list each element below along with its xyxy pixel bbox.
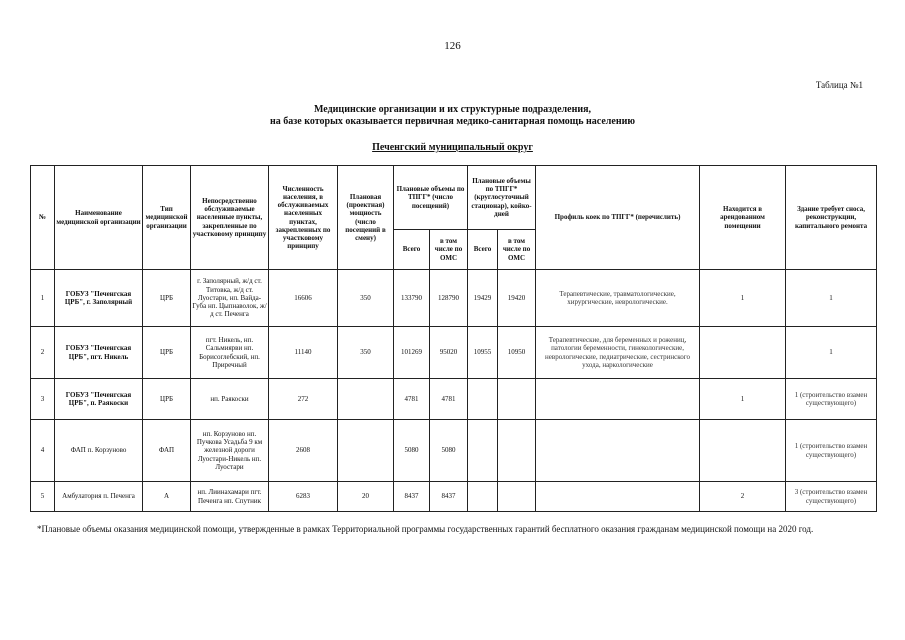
cell-capacity (338, 420, 394, 482)
cell-visits-oms: 8437 (430, 482, 468, 512)
header-profile: Профиль коек по ТПГГ* (перечислить) (536, 166, 700, 270)
cell-profile (536, 482, 700, 512)
header-type: Тип медицинской организации (143, 166, 191, 270)
header-leased: Находится в арендованном помещении (700, 166, 786, 270)
table-row (31, 270, 877, 327)
header-demolition: Здание требует сноса, реконструкции, капитального ремонта (786, 166, 877, 270)
cell-visits-total: 133790 (394, 270, 430, 327)
header-visits-total: Всего (394, 230, 430, 270)
table-row (31, 327, 877, 379)
header-beds-group: Плановые объемы по ТПГГ* (круглосуточный стационар), койко-дней (468, 166, 536, 230)
header-num: № (31, 166, 55, 270)
cell-visits-oms: 128790 (430, 270, 468, 327)
cell-type: ЦРБ (143, 327, 191, 379)
cell-beds-total (468, 379, 498, 420)
cell-profile (536, 379, 700, 420)
title-line-1: Медицинские организации и их структурные подразделения, (314, 104, 591, 115)
cell-beds-total (468, 482, 498, 512)
cell-demolition: 3 (строительство взамен существующего) (786, 482, 877, 512)
cell-name: ГОБУЗ "Печенгская ЦРБ", г. Заполярный (55, 270, 143, 327)
cell-name: ГОБУЗ "Печенгская ЦРБ", п. Раякоски (55, 379, 143, 420)
table-row (31, 482, 877, 512)
cell-type: ЦРБ (143, 270, 191, 327)
document-title (0, 104, 905, 128)
cell-population: 11140 (269, 327, 338, 379)
cell-beds-oms: 19420 (498, 270, 536, 327)
cell-capacity: 20 (338, 482, 394, 512)
cell-beds-oms (498, 482, 536, 512)
cell-num: 5 (31, 482, 55, 512)
cell-leased: 1 (700, 379, 786, 420)
cell-visits-total: 101269 (394, 327, 430, 379)
cell-beds-oms (498, 420, 536, 482)
cell-type: ЦРБ (143, 379, 191, 420)
cell-profile (536, 420, 700, 482)
cell-visits-oms: 4781 (430, 379, 468, 420)
cell-demolition: 1 (786, 327, 877, 379)
cell-num: 2 (31, 327, 55, 379)
district-subtitle: Печенгский муниципальный округ (372, 142, 533, 153)
cell-beds-oms: 10950 (498, 327, 536, 379)
cell-served: пгт. Никель, нп. Сальмиярви нп. Борисоглебский, нп. Приречный (191, 327, 269, 379)
title-line-2: на базе которых оказывается первичная медико-санитарная помощь населению (270, 116, 635, 127)
cell-demolition: 1 (786, 270, 877, 327)
cell-capacity: 350 (338, 327, 394, 379)
cell-beds-total: 10955 (468, 327, 498, 379)
table-row (31, 420, 877, 482)
header-beds-oms: в том числе по ОМС (498, 230, 536, 270)
cell-leased: 1 (700, 270, 786, 327)
cell-visits-oms: 5080 (430, 420, 468, 482)
cell-served: нп. Раякоски (191, 379, 269, 420)
cell-leased (700, 327, 786, 379)
cell-type: А (143, 482, 191, 512)
header-beds-total: Всего (468, 230, 498, 270)
cell-population: 2608 (269, 420, 338, 482)
cell-visits-total: 4781 (394, 379, 430, 420)
header-name: Наименование медицинской организации (55, 166, 143, 270)
cell-type: ФАП (143, 420, 191, 482)
cell-served: г. Заполярный, ж/д ст. Титовка, ж/д ст. Луостари, нп. Вайда-Губа нп. Цыпнаволок, ж/д ст. Печенга (191, 270, 269, 327)
cell-served: нп. Лиинахамари пгт. Печенга нп. Спутник (191, 482, 269, 512)
cell-served: нп. Корзуново нп. Пучкова Усадьба 9 км железной дороги Луостари-Никель нп. Луостари (191, 420, 269, 482)
cell-demolition: 1 (строительство взамен существующего) (786, 420, 877, 482)
cell-capacity (338, 379, 394, 420)
cell-leased: 2 (700, 482, 786, 512)
cell-profile: Терапевтические, травматологические, хирургические, неврологические. (536, 270, 700, 327)
cell-visits-total: 5080 (394, 420, 430, 482)
cell-name: ФАП п. Корзуново (55, 420, 143, 482)
cell-num: 3 (31, 379, 55, 420)
cell-visits-oms: 95020 (430, 327, 468, 379)
cell-beds-total: 19429 (468, 270, 498, 327)
cell-name: ГОБУЗ "Печенгская ЦРБ", пгт. Никель (55, 327, 143, 379)
cell-leased (700, 420, 786, 482)
cell-name: Амбулатория п. Печенга (55, 482, 143, 512)
cell-beds-oms (498, 379, 536, 420)
cell-beds-total (468, 420, 498, 482)
cell-population: 272 (269, 379, 338, 420)
table-label: Таблица №1 (815, 80, 863, 90)
header-capacity: Плановая (проектная) мощность (число посещений в смену) (338, 166, 394, 270)
cell-profile: Терапевтические, для беременных и рожениц, патологии беременности, гинекологические, неврологические, педиатрические, сестринского ухода, наркологические (536, 327, 700, 379)
footnote: *Плановые объемы оказания медицинской помощи, утвержденные в рамках Территориальной программы государственных гарантий бесплатного оказания гражданам медицинской помощи на 2020 год. (37, 524, 814, 534)
header-served: Непосредственно обслуживаемые населенные пункты, закрепленные по участковому принципу (191, 166, 269, 270)
header-visits-oms: в том числе по ОМС (430, 230, 468, 270)
header-population: Численность населения, в обслуживаемых населенных пунктах, закрепленных по участковому принципу (269, 166, 338, 270)
header-visits-group: Плановые объемы по ТПГГ* (число посещений) (394, 166, 468, 230)
cell-num: 4 (31, 420, 55, 482)
cell-demolition: 1 (строительство взамен существующего) (786, 379, 877, 420)
page-number: 126 (444, 40, 461, 52)
cell-num: 1 (31, 270, 55, 327)
cell-capacity: 350 (338, 270, 394, 327)
cell-population: 6283 (269, 482, 338, 512)
table-header (31, 166, 877, 270)
organizations-table (30, 165, 877, 512)
cell-visits-total: 8437 (394, 482, 430, 512)
table-row (31, 379, 877, 420)
cell-population: 16606 (269, 270, 338, 327)
